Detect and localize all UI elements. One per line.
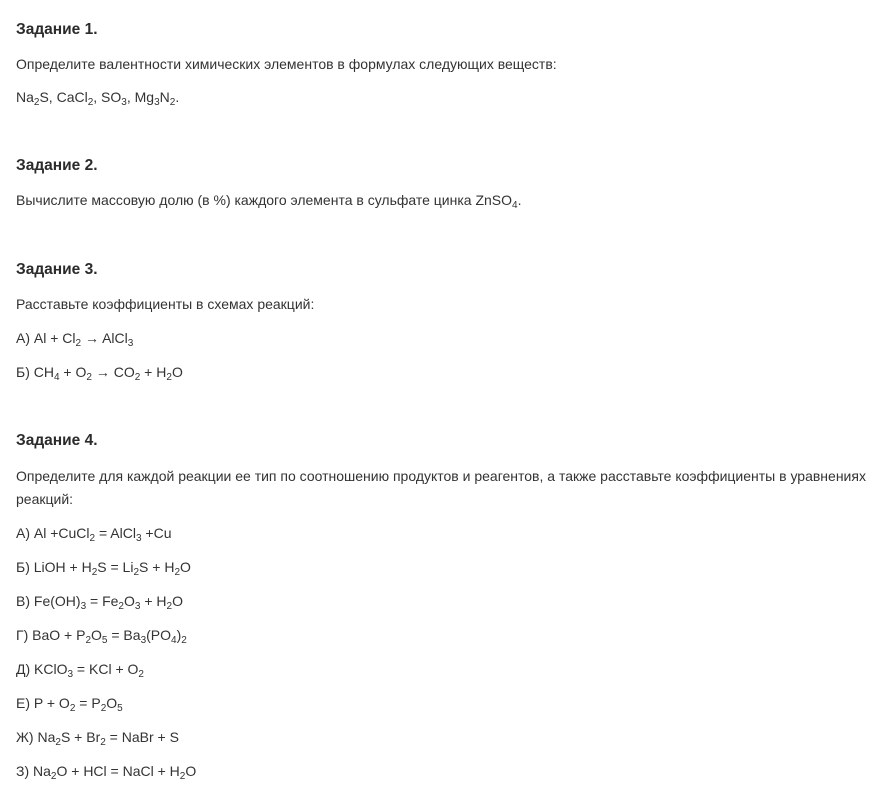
task-3	[16, 260, 869, 383]
text-segment: Вычислите массовую долю (в %) каждого элемента в сульфате цинка ZnSO	[16, 192, 513, 208]
task-line	[16, 54, 557, 74]
subscript: 2	[89, 533, 96, 544]
subscript: 2	[134, 372, 141, 383]
subscript: 5	[117, 703, 123, 714]
reaction-line	[16, 328, 133, 348]
task-line	[16, 294, 314, 314]
subscript: 2	[86, 372, 92, 383]
text-segment: + H	[140, 593, 167, 609]
text-segment: → AlCl	[81, 330, 128, 346]
task-2	[16, 156, 869, 211]
subscript: 5	[101, 635, 108, 646]
text-segment: S + Br	[60, 729, 101, 745]
task-1	[16, 20, 869, 108]
subscript: 2	[100, 737, 106, 748]
text-segment: Д) KClO	[16, 661, 68, 677]
reaction-line	[16, 693, 123, 713]
text-segment: O + HCl = NaCl + H	[56, 763, 180, 779]
subscript: 2	[75, 338, 82, 349]
subscript: 3	[121, 97, 127, 108]
subscript: 4	[171, 635, 177, 646]
subscript: 2	[55, 737, 61, 748]
text-segment: , Mg	[126, 89, 155, 105]
text-segment: , SO	[93, 89, 122, 105]
reaction-line	[16, 659, 144, 679]
subscript: 3	[134, 601, 141, 612]
text-segment: N	[159, 89, 170, 105]
subscript: 2	[166, 601, 173, 612]
text-segment: = NaBr + S	[105, 729, 179, 745]
text-segment: = P	[75, 695, 101, 711]
reaction-line	[16, 591, 183, 611]
text-segment: O	[172, 593, 183, 609]
text-segment: S, CaCl	[39, 89, 88, 105]
subscript: 2	[166, 372, 172, 383]
text-segment: Г) BaO + P	[16, 627, 86, 643]
text-segment: O	[185, 763, 197, 779]
subscript: 4	[53, 372, 60, 383]
subscript: 2	[133, 567, 140, 578]
reaction-line	[16, 362, 183, 382]
task-title: Задание 1.	[16, 21, 98, 38]
text-segment: = AlCl	[95, 525, 136, 541]
reaction-line	[16, 625, 187, 645]
text-segment: S + H	[139, 559, 175, 575]
subscript: 3	[154, 97, 160, 108]
subscript: 2	[118, 601, 124, 612]
text-segment: + O	[59, 364, 87, 380]
text-segment: O	[106, 695, 118, 711]
task-line	[16, 190, 522, 210]
text-segment: S = Li	[97, 559, 134, 575]
text-segment: А) Al + Cl	[16, 330, 76, 346]
text-segment: O	[123, 593, 135, 609]
task-title: Задание 2.	[16, 157, 98, 174]
subscript: 2	[87, 97, 94, 108]
text-segment: Определите валентности химических элементов в формулах следующих веществ:	[16, 56, 557, 72]
text-segment: → CO	[91, 364, 135, 380]
subscript: 2	[85, 635, 92, 646]
task-4	[16, 431, 869, 782]
text-segment: Ж) Na	[16, 729, 56, 745]
subscript: 2	[169, 97, 176, 108]
reaction-line	[16, 727, 179, 747]
subscript: 2	[91, 567, 98, 578]
text-segment: (PO	[146, 627, 172, 643]
subscript: 2	[179, 771, 186, 782]
text-segment: Е) P + O	[16, 695, 70, 711]
text-segment: O	[180, 559, 191, 575]
text-segment: З) Na	[16, 763, 51, 779]
subscript: 2	[69, 703, 76, 714]
subscript: 2	[50, 771, 57, 782]
subscript: 3	[135, 533, 142, 544]
subscript: 3	[80, 601, 87, 612]
text-segment: O	[171, 364, 183, 380]
text-segment: А) Al +CuCl	[16, 525, 90, 541]
text-segment: .	[175, 89, 180, 105]
text-segment: Б) LiOH + H	[16, 559, 92, 575]
subscript: 2	[174, 567, 180, 578]
task-title: Задание 3.	[16, 261, 98, 278]
task-title: Задание 4.	[16, 432, 98, 449]
text-segment: + H	[140, 364, 167, 380]
text-segment: В) Fe(OH)	[16, 593, 81, 609]
subscript: 4	[512, 200, 518, 211]
subscript: 2	[181, 635, 187, 646]
subscript: 2	[33, 97, 40, 108]
text-segment: = Fe	[86, 593, 119, 609]
text-segment: Расставьте коэффициенты в схемах реакций:	[16, 296, 315, 312]
task-line	[16, 465, 869, 511]
text-segment: O	[91, 627, 102, 643]
text-segment: Na	[16, 89, 34, 105]
text-segment: .	[517, 192, 522, 208]
subscript: 3	[140, 635, 147, 646]
text-segment: = Ba	[107, 627, 141, 643]
text-segment: )	[176, 627, 182, 643]
subscript: 3	[67, 669, 74, 680]
subscript: 2	[100, 703, 107, 714]
reaction-line	[16, 761, 196, 781]
text-segment: Б) CH	[16, 364, 54, 380]
text-segment: Определите для каждой реакции ее тип по соотношению продуктов и реагентов, а также расставьте коэффициенты в уравнениях реакций:	[16, 468, 866, 507]
reaction-line	[16, 557, 191, 577]
reaction-line	[16, 523, 171, 543]
subscript: 3	[127, 338, 134, 349]
subscript: 2	[138, 669, 144, 680]
text-segment: = KCl + O	[73, 661, 139, 677]
formula-line	[16, 87, 179, 107]
text-segment: +Cu	[141, 525, 172, 541]
